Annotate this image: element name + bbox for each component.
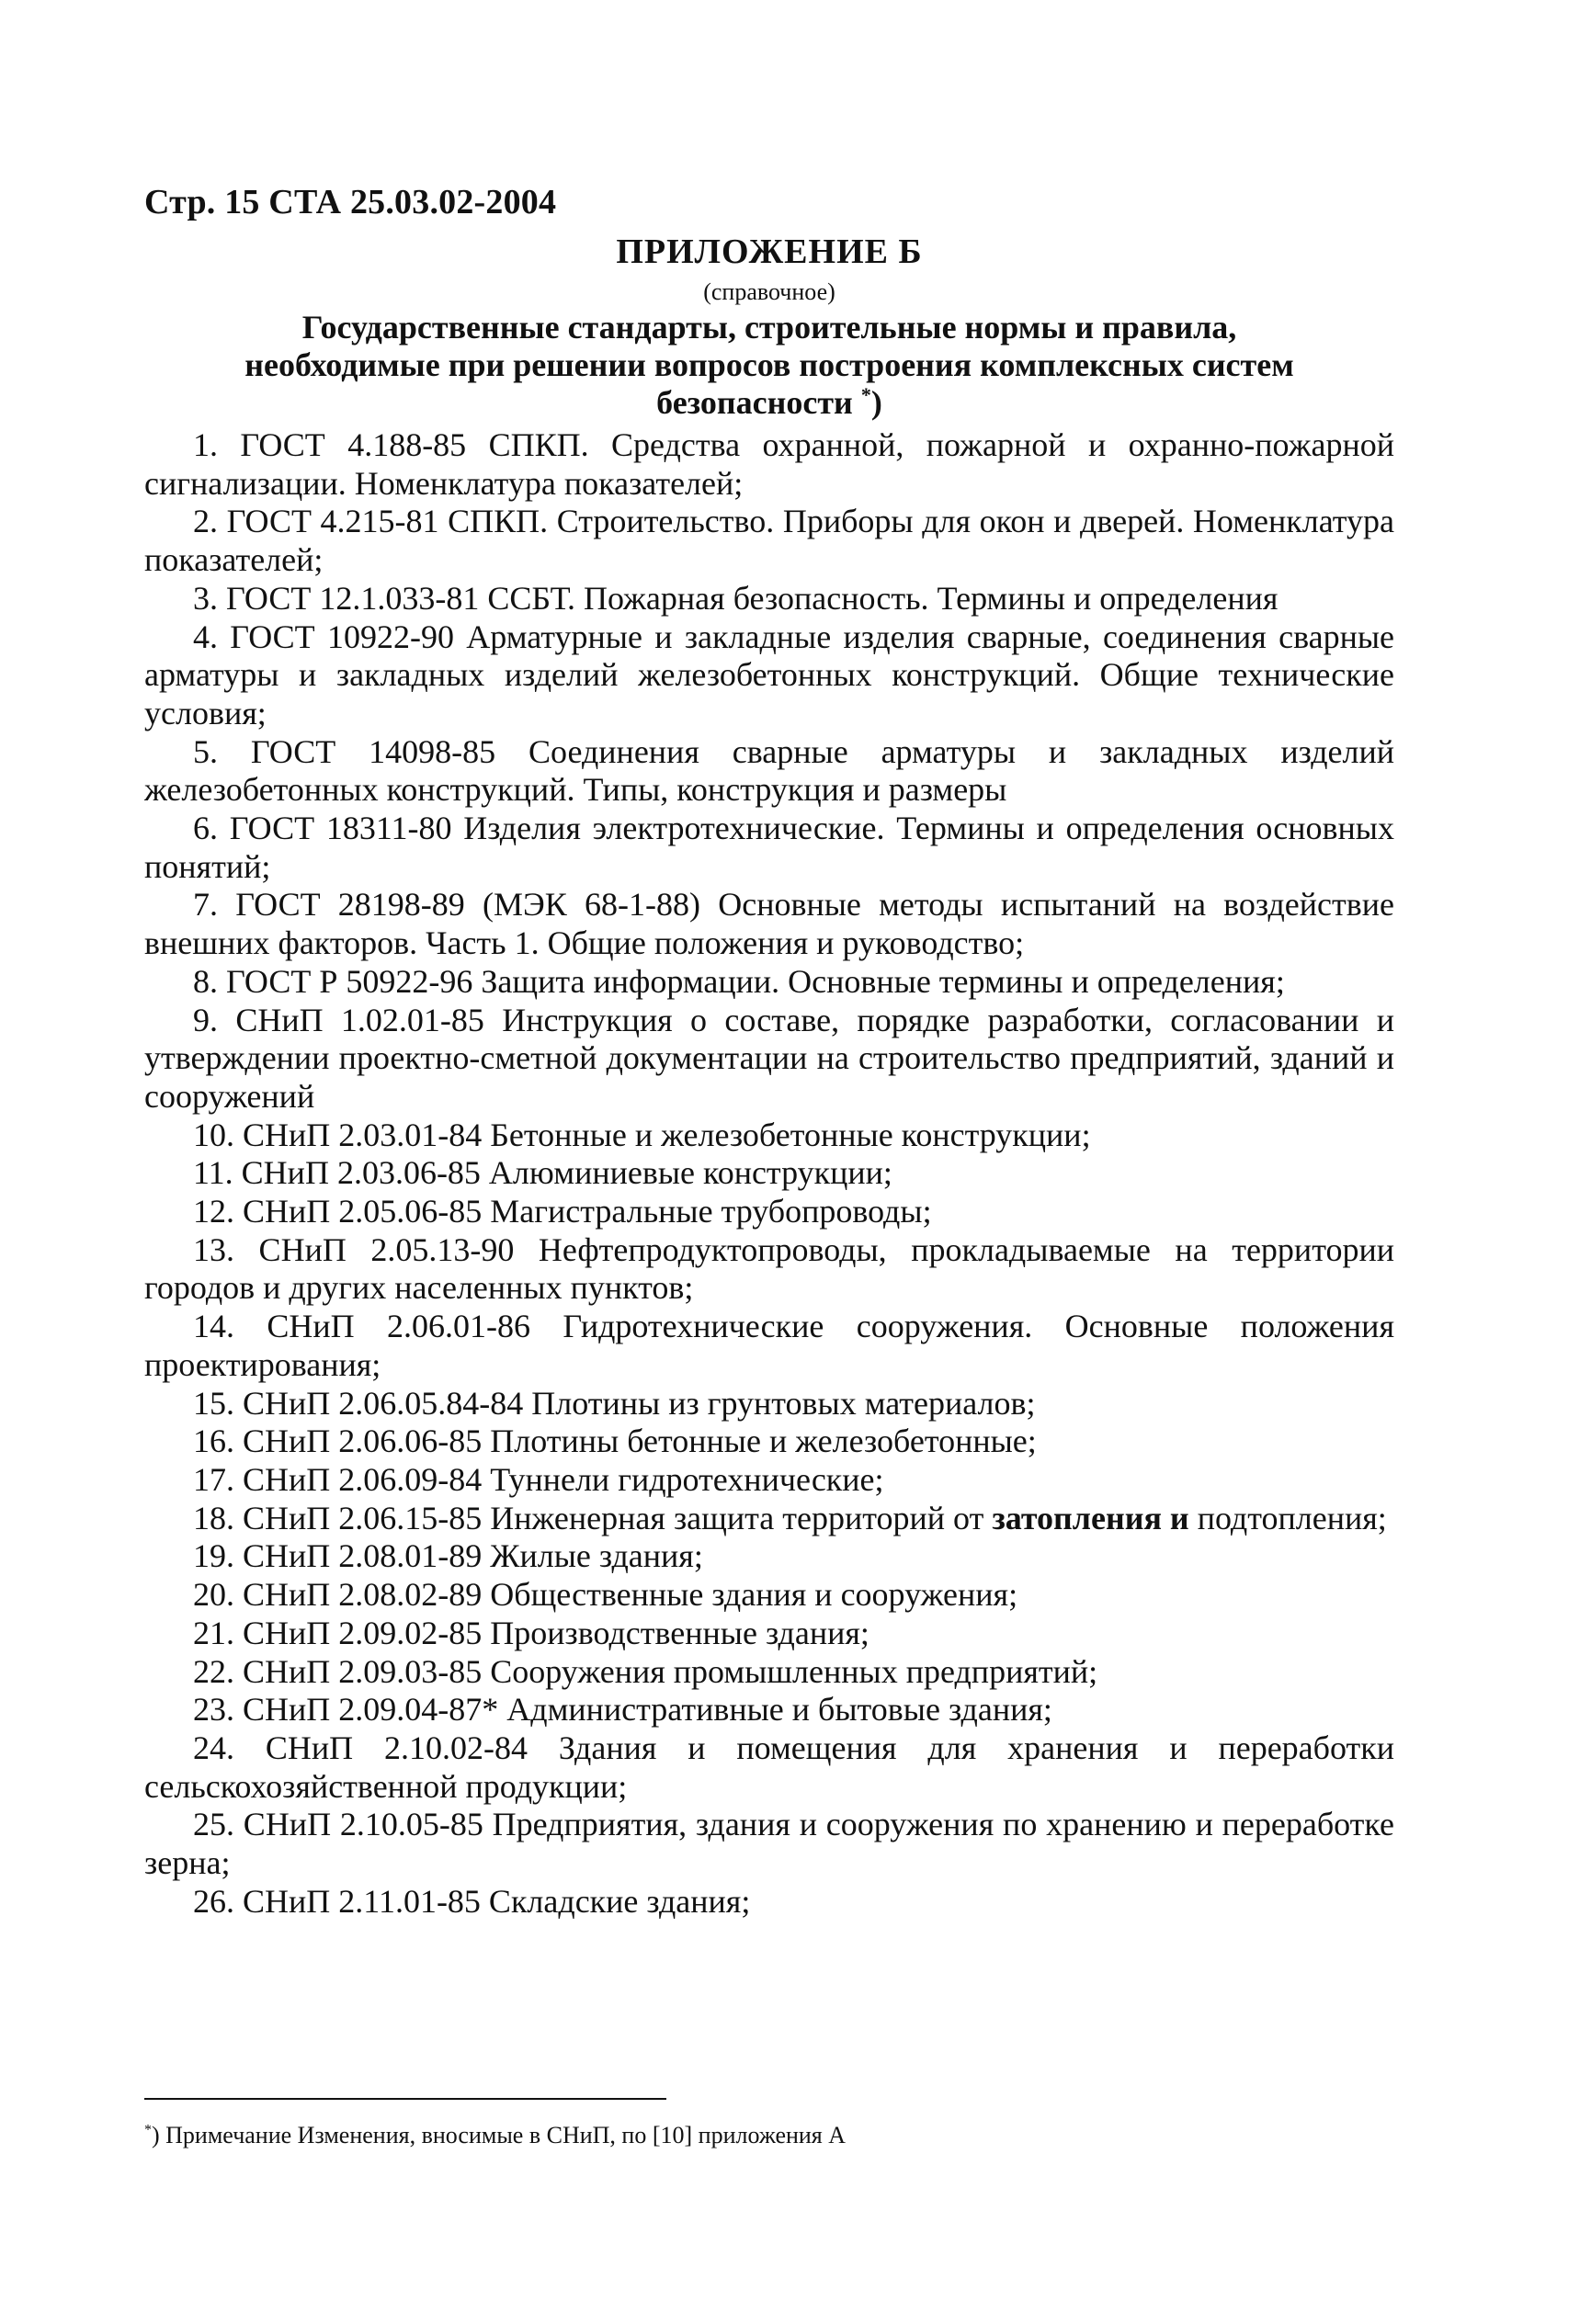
list-item: 2. ГОСТ 4.215-81 СПКП. Строительство. Приборы для окон и дверей. Номенклатура показателей; xyxy=(144,503,1394,579)
heading-footnote-mark: * xyxy=(860,383,871,406)
list-item: 23. СНиП 2.09.04-87* Административные и бытовые здания; xyxy=(193,1691,1052,1729)
page-header: Стр. 15 СТА 25.03.02-2004 xyxy=(144,183,557,221)
footnote xyxy=(144,2122,846,2149)
list-item: 3. ГОСТ 12.1.033-81 ССБТ. Пожарная безопасность. Термины и определения xyxy=(193,579,1278,617)
heading-line-1: Государственные стандарты, строительные нормы и правила, xyxy=(301,309,1237,346)
list-item: 8. ГОСТ Р 50922-96 Защита информации. Основные термины и определения; xyxy=(193,962,1285,1000)
bold-phrase: затопления и xyxy=(992,1499,1189,1536)
heading-line-3 xyxy=(144,384,1394,422)
list-item: 26. СНиП 2.11.01-85 Складские здания; xyxy=(193,1882,751,1920)
list-item: 9. СНиП 1.02.01-85 Инструкция о составе, порядке разработки, согласовании и утверждении проектно-сметной документации на строительство предприятий, зданий и сооружений xyxy=(144,1001,1394,1115)
footnote-divider xyxy=(144,2098,666,2100)
list-item: 11. СНиП 2.03.06-85 Алюминиевые конструкции; xyxy=(193,1154,892,1192)
appendix-subtitle: (справочное) xyxy=(703,278,835,305)
heading-line-3-text: безопасности xyxy=(656,384,861,421)
list-item: 13. СНиП 2.05.13-90 Нефтепродуктопроводы, прокладываемые на территории городов и других населенных пунктов; xyxy=(144,1230,1394,1307)
list-item: 22. СНиП 2.09.03-85 Сооружения промышленных предприятий; xyxy=(193,1652,1098,1690)
list-item: 5. ГОСТ 14098-85 Соединения сварные арматуры и закладных изделий железобетонных конструкций. Типы, конструкция и размеры xyxy=(144,732,1394,809)
appendix-title: ПРИЛОЖЕНИЕ Б xyxy=(616,232,923,271)
list-item: 1. ГОСТ 4.188-85 СПКП. Средства охранной, пожарной и охранно-пожарной сигнализации. Номенклатура показателей; xyxy=(144,426,1394,502)
list-item: 7. ГОСТ 28198-89 (МЭК 68-1-88) Основные методы испытаний на воздействие внешних факторов. Часть 1. Общие положения и руководство; xyxy=(144,886,1394,962)
footnote-text: ) Примечание Изменения, вносимые в СНиП, по [10] приложения А xyxy=(152,2122,847,2148)
heading-line-3-end: ) xyxy=(870,384,882,421)
list-item: 18. СНиП 2.06.15-85 Инженерная защита территорий от затопления и подтопления; xyxy=(193,1499,1387,1536)
heading-line-2: необходимые при решении вопросов построения комплексных систем xyxy=(244,346,1294,383)
list-item: 10. СНиП 2.03.01-84 Бетонные и железобетонные конструкции; xyxy=(193,1116,1091,1153)
list-item: 21. СНиП 2.09.02-85 Производственные здания; xyxy=(193,1614,869,1651)
list-item: 4. ГОСТ 10922-90 Арматурные и закладные изделия сварные, соединения сварные арматуры и закладных изделий железобетонных конструкций. Общие технические условия; xyxy=(144,618,1394,731)
footnote-mark: * xyxy=(144,2122,152,2138)
list-item: 20. СНиП 2.08.02-89 Общественные здания и сооружения; xyxy=(193,1576,1018,1614)
standards-list xyxy=(144,426,1394,1921)
list-item: 19. СНиП 2.08.01-89 Жилые здания; xyxy=(193,1537,703,1575)
list-item: 16. СНиП 2.06.06-85 Плотины бетонные и железобетонные; xyxy=(193,1423,1037,1460)
list-item: 6. ГОСТ 18311-80 Изделия электротехнические. Термины и определения основных понятий; xyxy=(144,810,1394,885)
document-heading xyxy=(144,309,1394,422)
list-item: 15. СНиП 2.06.05.84-84 Плотины из грунтовых материалов; xyxy=(193,1384,1036,1422)
list-item: 14. СНиП 2.06.01-86 Гидротехнические сооружения. Основные положения проектирования; xyxy=(144,1308,1394,1383)
list-item: 12. СНиП 2.05.06-85 Магистральные трубопроводы; xyxy=(193,1193,932,1230)
list-item: 24. СНиП 2.10.02-84 Здания и помещения для хранения и переработки сельскохозяйственной продукции; xyxy=(144,1729,1394,1805)
list-item: 17. СНиП 2.06.09-84 Туннели гидротехнические; xyxy=(193,1460,884,1498)
list-item: 25. СНиП 2.10.05-85 Предприятия, здания и сооружения по хранению и переработке зерна; xyxy=(144,1806,1394,1882)
